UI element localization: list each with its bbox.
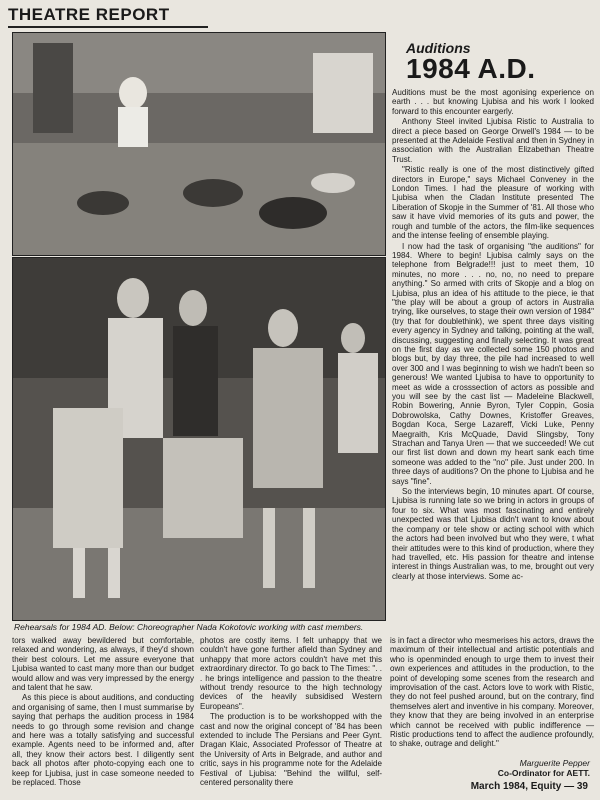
section-header (8, 4, 208, 28)
paragraph: tors walked away bewildered but comfortable, relaxed and wondering, as always, if they'd shown their best colours. Let me assure everyone that Ljubisa wanted to cast many more than our budget would allow and was very impressed by the energy and talent that he saw. (12, 636, 194, 693)
article-column-bottom-2 (200, 636, 382, 788)
paragraph: So the interviews begin, 10 minutes apart. Of course, Ljubisa is running late so we bring in actors in groups of four to six. What was most fascinating and entirely unexpected was that Ljubisa didn't want to know about the company or tele show or acting school with which the actors had been involved but who they were, t what their attitudes were to this kind of production, where they had travelled, etc. His passion for theatre and intense interest in things Australian was, to me, brought out very clearly at those interviews. Some ac- (392, 487, 594, 581)
author-name: Marguerite Pepper (519, 758, 590, 768)
paragraph: is in fact a director who mesmerises his actors, draws the maximum of their intellectual and artistic potentials and who is openminded enough to urge them to invest their own experiences and attitudes in the production, to the point of developing some scenes from the research and improvisation of the cast. Actors love to work with Ristic, they do not feel pushed around, but on the contrary, find themselves alert and inventive in his company. Moreover, they know that they are being involved in an enterprise which cannot be received with public indifference — Ristic productions tend to affect the audience profoundly, to shake, outrage and delight." (390, 636, 594, 749)
paragraph: photos are costly items. I felt unhappy that we couldn't have gone further afield than Sydney and unhappy that more actors couldn't have met this extraordinary director. To go back to The Times: ". . . he brings intelligence and passion to the theatre without trendy resource to the high technology devices of the heavily subsidised Western Europeans". (200, 636, 382, 711)
author-role: Co-Ordinator for AETT. (497, 768, 590, 778)
article-column-bottom-3 (390, 636, 594, 758)
page-footer: March 1984, Equity — 39 (470, 781, 588, 792)
rehearsal-photo-bottom-image (13, 258, 385, 620)
article-kicker: Auditions (406, 40, 471, 56)
paragraph: The production is to be workshopped with the cast and now the original concept of '84 has been extended to include The Persians and Peer Gynt. Dragan Klaic, Associated Professor of Theatre at the University of Arts in Belgrade, and author and critic, says in his programme note for the Adelaide Festival of Ljubisa: "Behind the willful, self-centered personality there (200, 712, 382, 788)
author-signature (390, 758, 590, 778)
article-column-right (392, 88, 594, 630)
paragraph: As this piece is about auditions, and conducting and organising of same, then I must summarise by saying that perhaps the audition process in 1984 needs to go through some revision and change and here was a totally satisfying and successful example. Agents need to be informed and, after all, they know their actors best. I diligently sent back all photos after photo-copying each one to keep for Ljubisa, just in case someone needed to be replaced. Those (12, 693, 194, 788)
article-title: 1984 A.D. (406, 53, 536, 84)
paragraph: Anthony Steel invited Ljubisa Ristic to Australia to direct a piece based on George Orwell's 1984 — to be presented at the Adelaide Festival and then in Sydney in association with the Australian Elizabethan Theatre Trust. (392, 117, 594, 164)
article-column-bottom-1 (12, 636, 194, 788)
paragraph: Auditions must be the most agonising experience on earth . . . but knowing Ljubisa and his work I looked forward to this encounter eargerly. (392, 88, 594, 116)
photo-caption: Rehearsals for 1984 AD. Below: Choreographer Nada Kokotovic working with cast members. (14, 622, 364, 632)
paragraph: "Ristic really is one of the most distinctively gifted directors in Europe," says Michael Conveney in the London Times. I had the pleasure of working with Ljubisa when the Cladan Institute presented The Liberation of Skopje in the Summer of '81. All those who saw it have vivid memories of its guts and power, the rough and tumble of the actors, the film-like sequences and the intense feeling of ensemble playing. (392, 165, 594, 241)
rehearsal-photo-top (12, 32, 386, 256)
rehearsal-photo-top-image (13, 33, 385, 255)
paragraph: I now had the task of organising "the auditions" for 1984. Where to begin! Ljubisa calmly says on the telephone from Belgrade!!! just to meet them, 10 minutes, no more . . . no, no, no need to prepare anything." So armed with crits of Skopje and a blog on Ljubisa, plus an idea of his attitude to the piece, ie that "the play will be about a group of actors in Australia trying, like ourselves, to stage their own version of 1984" (try that for doublethink), we spent three days visiting every agency in Sydney and talking, pointing at the wall, discussing, suggesting and finally selecting. It was great on the first day as we collected some 150 photos and blogs but, by day three, the pile had increased to well over 300 and I was beginning to wish we hadn't been so generous! We wanted Ljubisa to have to opportunity to meet as wide a crosssection of actors as possible and you will see by the cast list — Madeleine Blackwell, Robin Bowering, Annie Byron, Tyler Coppin, Gosia Dobrowolska, Cathy Downes, Kristoffer Greaves, Bogdan Koca, Serge Lazareff, Vicki Luke, Penny Maegraith, Kris McQuade, David Slingsby, Tony Strachan and Tanya Uren — that we succeeded! We cut our first list down and down my heart sank each time someone was added to the "no" pile. Just under 200. In three days of auditions? On the phone to Ljubisa and he says "fine". (392, 241, 594, 486)
rehearsal-photo-bottom (12, 257, 386, 621)
section-title: THEATRE REPORT (8, 5, 170, 24)
